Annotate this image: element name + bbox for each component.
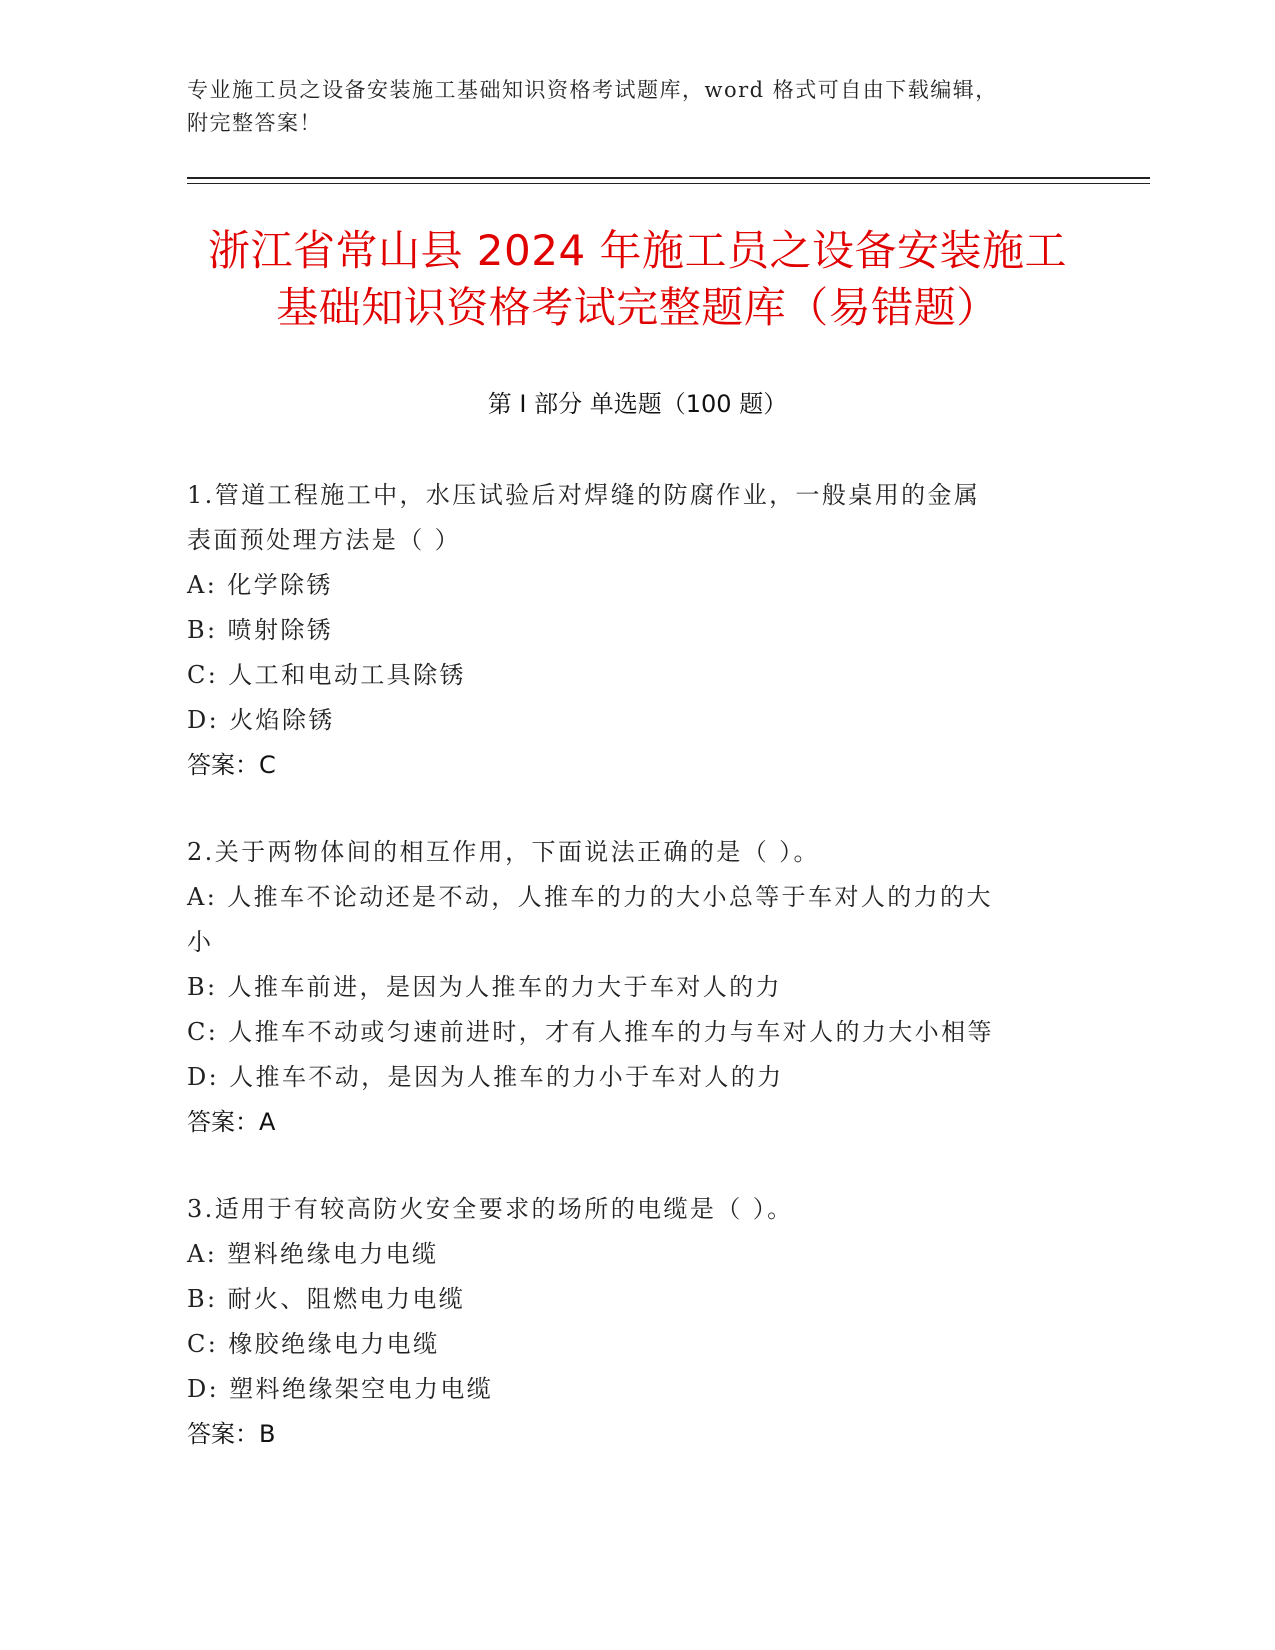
option-c: C: 人工和电动工具除锈 (187, 661, 466, 689)
header-divider-thick (187, 177, 1150, 179)
document-title-line-1: 浙江省常山县 2024 年施工员之设备安装施工 (207, 226, 1068, 275)
answer: 答案：A (187, 1108, 276, 1136)
option-b: B: 喷射除锈 (187, 616, 334, 644)
option-c: C: 橡胶绝缘电力电缆 (187, 1330, 440, 1358)
header-divider-thin (187, 183, 1150, 184)
header-note (187, 74, 1087, 140)
question-1 (187, 473, 1087, 788)
option-b: B: 耐火、阻燃电力电缆 (187, 1285, 466, 1313)
answer: 答案：C (187, 751, 276, 779)
header-note-line-1: 专业施工员之设备安装施工基础知识资格考试题库，word 格式可自由下载编辑， (187, 78, 998, 102)
option-b: B: 人推车前进，是因为人推车的力大于车对人的力 (187, 973, 782, 1001)
question-stem: 3.适用于有较高防火安全要求的场所的电缆是（ ）。 (187, 1195, 794, 1223)
header-note-line-2: 附完整答案！ (187, 111, 322, 135)
option-a: A: 化学除锈 (187, 571, 333, 599)
option-d: D: 人推车不动，是因为人推车的力小于车对人的力 (187, 1063, 784, 1091)
question-stem: 2.关于两物体间的相互作用，下面说法正确的是（ ）。 (187, 838, 820, 866)
question-3 (187, 1187, 1087, 1457)
question-list (187, 473, 1087, 1499)
option-d: D: 火焰除锈 (187, 706, 335, 734)
question-2 (187, 830, 1087, 1145)
question-stem: 1.管道工程施工中，水压试验后对焊缝的防腐作业，一般桌用的金属 (187, 481, 981, 509)
answer: 答案：B (187, 1420, 276, 1448)
option-c: C: 人推车不动或匀速前进时，才有人推车的力与车对人的力大小相等 (187, 1018, 994, 1046)
option-d: D: 塑料绝缘架空电力电缆 (187, 1375, 494, 1403)
section-title: 第 I 部分 单选题（100 题） (487, 390, 788, 418)
document-title-line-2: 基础知识资格考试完整题库（易错题） (276, 283, 999, 332)
question-stem-continued: 表面预处理方法是（ ） (187, 526, 462, 554)
document-title (150, 222, 1125, 336)
option-a-continued: 小 (187, 928, 214, 956)
option-a: A: 塑料绝缘电力电缆 (187, 1240, 439, 1268)
option-a: A: 人推车不论动还是不动，人推车的力的大小总等于车对人的力的大 (187, 883, 993, 911)
